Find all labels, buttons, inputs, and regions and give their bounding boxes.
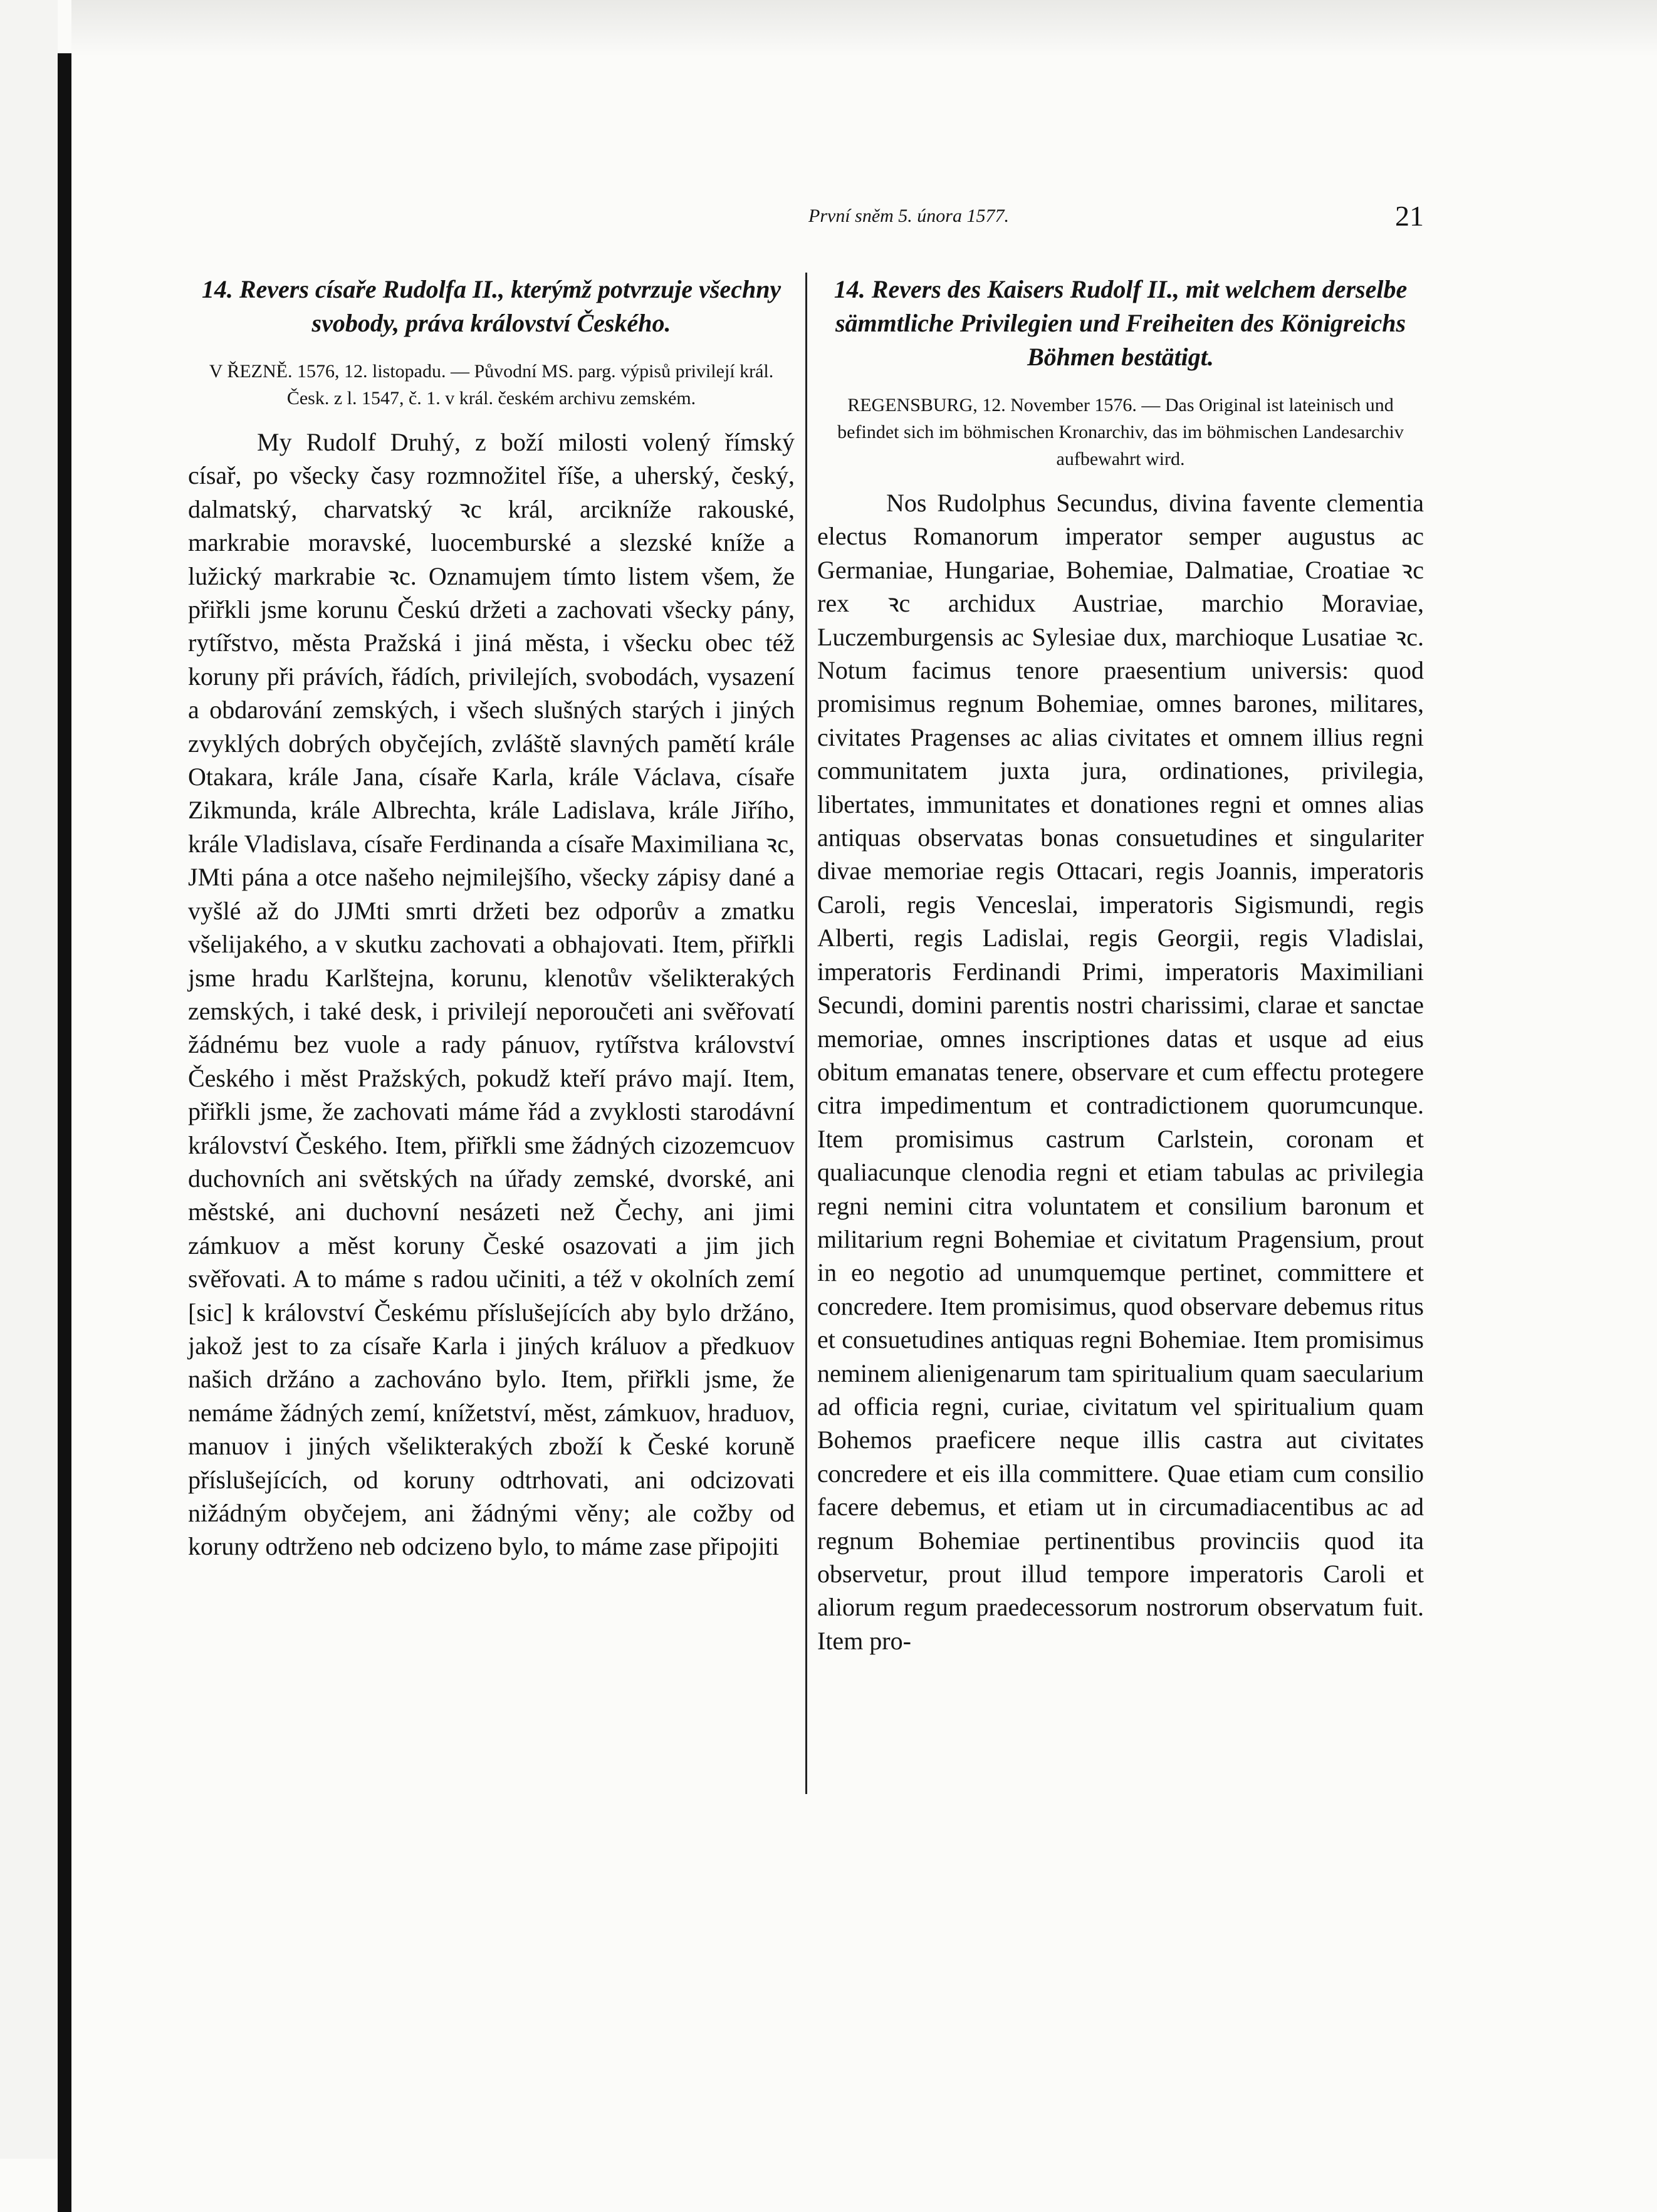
- page-number: 21: [1395, 200, 1424, 232]
- german-column: [817, 273, 1424, 1657]
- german-title: [817, 273, 1424, 374]
- column-divider: [805, 273, 807, 1794]
- czech-column: [188, 273, 795, 1563]
- latin-body-text: Nos Rudolphus Secundus, divina favente clementia electus Romanorum imperator semper augustus ac Germaniae, Hungariae, Bohemiae, Dalmatiae, Croatiae ꝛc rex ꝛc archidux Austriae, marchio Moraviae, Luczemburgensis ac Sylesiae dux, marchioque Lusatiae ꝛc. Notum facimus tenore praesentium universis: quod promisimus regnum Bohemiae, omnes barones, militares, civitates Pragenses ac alias civitates et omnem illius regni communitatem juxta jura, ordinationes, privilegia, libertates, immunitates et donationes regni et omnes alias antiquas observatas bonas consuetudines et singulariter divae memoriae regis Ottacari, regis Joannis, imperatoris Caroli, regis Venceslai, imperatoris Sigismundi, regis Alberti, regis Ladislai, regis Georgii, regis Vladislai, imperatoris Ferdinandi Primi, imperatoris Maximiliani Secundi, domini parentis nostri charissimi, clarae et sanctae memoriae, omnes inscriptiones datas et usque ad eius obitum emanatas tenere, observare et cum effectu protegere citra impedimentum et contradictionem quorumcunque. Item promisimus castrum Carlstein, coronam et qualiacunque clenodia regni et etiam tabulas ac privilegia regni nemini citra voluntatem et consilium baronum et militarium regni Bohemiae et civitatum Pragensium, prout in eo negotio ad unumquemque pertinet, committere et concredere. Item promisimus, quod observare debemus ritus et consuetudines antiquas regni Bohemiae. Item promisimus neminem alienigenarum tam spiritualium quam saecularium ad officia regni, curiae, civitatum vel spiritualium quam Bohemos praeficere neque illis castra aut civitates concredere et eis illa committere. Quae etiam cum consilio facere debemus, et etiam ut in circumadiacentibus ac ad regnum Bohemiae pertinentibus provinciis quod ita observetur, prout illud tempore imperatoris Caroli et aliorum regum praedecessorum nostrorum observatum fuit. Item pro-: [817, 489, 1424, 1655]
- german-document-number: 14.: [834, 275, 865, 303]
- czech-dateline: V ŘEZNĚ. 1576, 12. listopadu. — Původní MS. parg. výpisů privilejí král. Česk. z l. 1547, č. 1. v král. českém archivu zemském.: [209, 361, 774, 409]
- german-dateline: REGENSBURG, 12. November 1576. — Das Original ist lateinisch und befindet sich im böhmischen Kronarchiv, das im böhmischen Landesarchiv aufbewahrt wird.: [837, 395, 1404, 469]
- german-title-text: Revers des Kaisers Rudolf II., mit welchem derselbe sämmtliche Privilegien und Freiheiten des Königreichs Böhmen bestätigt.: [835, 275, 1408, 371]
- scan-top-shadow: [71, 0, 1657, 56]
- scan-margin: [0, 0, 58, 2159]
- running-title: První sněm 5. února 1577.: [808, 206, 1009, 226]
- czech-title: [188, 273, 795, 340]
- czech-body-text: My Rudolf Druhý, z boží milosti volený římský císař, po všecky časy rozmnožitel říše, a uherský, český, dalmatský, charvatský ꝛc král, arcikníže rakouské, markrabie moravské, luocemburské a slezské kníže a lužický markrabie ꝛc. Oznamujem tímto listem všem, že přiřkli jsme korunu Českú držeti a zachovati všecky pány, rytířstvo, města Pražská i jiná města, i všecku obec též koruny při právích, řádích, privilejích, svobodách, vysazení a obdarování zemských, i všech slušných starých i jiných zvyklých dobrých obyčejích, zvláště slavných pamětí krále Otakara, krále Jana, císaře Karla, krále Václava, císaře Zikmunda, krále Albrechta, krále Ladislava, krále Jiřího, krále Vladislava, císaře Ferdinanda a císaře Maximiliana ꝛc, JMti pána a otce našeho nejmilejšího, všecky zápisy dané a vyšlé až do JJMti smrti držeti bez odporův a zmatku všelijakého, a v skutku zachovati a obhajovati. Item, přiřkli jsme hradu Karlštejna, korunu, klenotův všelikterakých zemských, i také desk, i privilejí neporoučeti ani svěřovatí žádnému bez vuole a rady pánuov, rytířstva království Českého i měst Pražských, pokudž kteří právo mají. Item, přiřkli jsme, že zachovati máme řád a zvyklosti starodávní království Českého. Item, přiřkli sme žádných cizozemcuov duchovních ani světských na úřady zemské, dvorské, ani městské, ani duchovní nesázeti než Čechy, ani jimi zámkuov a měst koruny České osazovati a jim jich svěřovati. A to máme s radou učiniti, a též v okolních zemí [sic] k království Českému příslušejících aby bylo držáno, jakož jest to za císaře Karla i jiných králuov a předkuov našich držáno a zachováno bylo. Item, přiřkli jsme, že nemáme žádných zemí, knížetství, měst, zámkuov, hraduov, manuov i jiných všelikterakých zboží k České koruně příslušejících, od koruny odtrhovati, ani odcizovati nižádným obyčejem, ani žádnými věny; ale cožby od koruny odtrženo neb odcizeno bylo, to máme zase připojiti: [188, 428, 795, 1561]
- czech-title-text: Revers císaře Rudolfa II., kterýmž potvrzuje všechny svobody, práva království Českého.: [239, 275, 781, 337]
- czech-document-number: 14.: [201, 275, 233, 303]
- page-header: [188, 199, 1424, 243]
- page-edge-shadow: [58, 53, 71, 2212]
